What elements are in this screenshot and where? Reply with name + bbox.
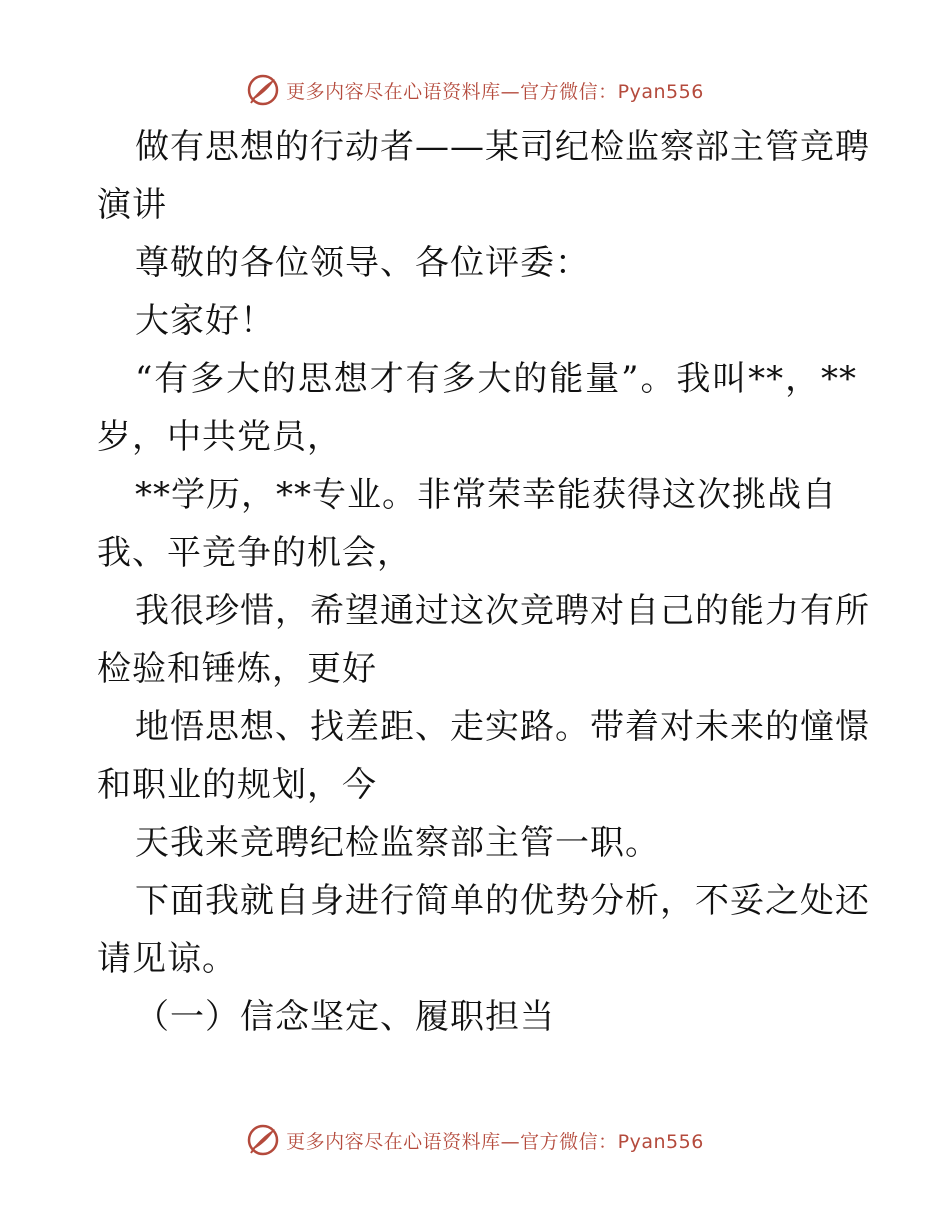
- paragraph-line: 我、平竞争的机会，: [97, 533, 412, 573]
- quill-pen-logo-icon: [246, 73, 280, 107]
- title-line-2: 演讲: [97, 185, 167, 225]
- footer-watermark: [0, 1120, 950, 1160]
- header-watermark: [0, 70, 950, 110]
- watermark-text: 更多内容尽在心语资料库—官方微信：Pyan556: [286, 1130, 704, 1153]
- salutation: 尊敬的各位领导、各位评委：: [135, 243, 590, 283]
- paragraph-line: 地悟思想、找差距、走实路。带着对未来的憧憬: [135, 707, 870, 747]
- watermark-text: 更多内容尽在心语资料库—官方微信：Pyan556: [286, 80, 704, 103]
- paragraph-line: 和职业的规划，今: [97, 765, 377, 805]
- paragraph-line: 岁，中共党员，: [97, 417, 342, 457]
- section-heading: （一）信念坚定、履职担当: [135, 997, 555, 1037]
- document-body: [97, 118, 870, 1046]
- greeting: 大家好！: [135, 301, 275, 341]
- paragraph-line: 下面我就自身进行简单的优势分析，不妥之处还: [135, 881, 870, 921]
- paragraph-line: “有多大的思想才有多大的能量”。我叫**，**: [135, 359, 857, 399]
- paragraph-line: **学历，**专业。非常荣幸能获得这次挑战自: [135, 475, 837, 515]
- paragraph-line: 我很珍惜，希望通过这次竞聘对自己的能力有所: [135, 591, 870, 631]
- title-line-1: 做有思想的行动者——某司纪检监察部主管竞聘: [135, 127, 870, 167]
- paragraph-line: 检验和锤炼，更好: [97, 649, 377, 689]
- paragraph-line: 天我来竞聘纪检监察部主管一职。: [135, 823, 660, 863]
- quill-pen-logo-icon: [246, 1123, 280, 1157]
- paragraph-line: 请见谅。: [97, 939, 237, 979]
